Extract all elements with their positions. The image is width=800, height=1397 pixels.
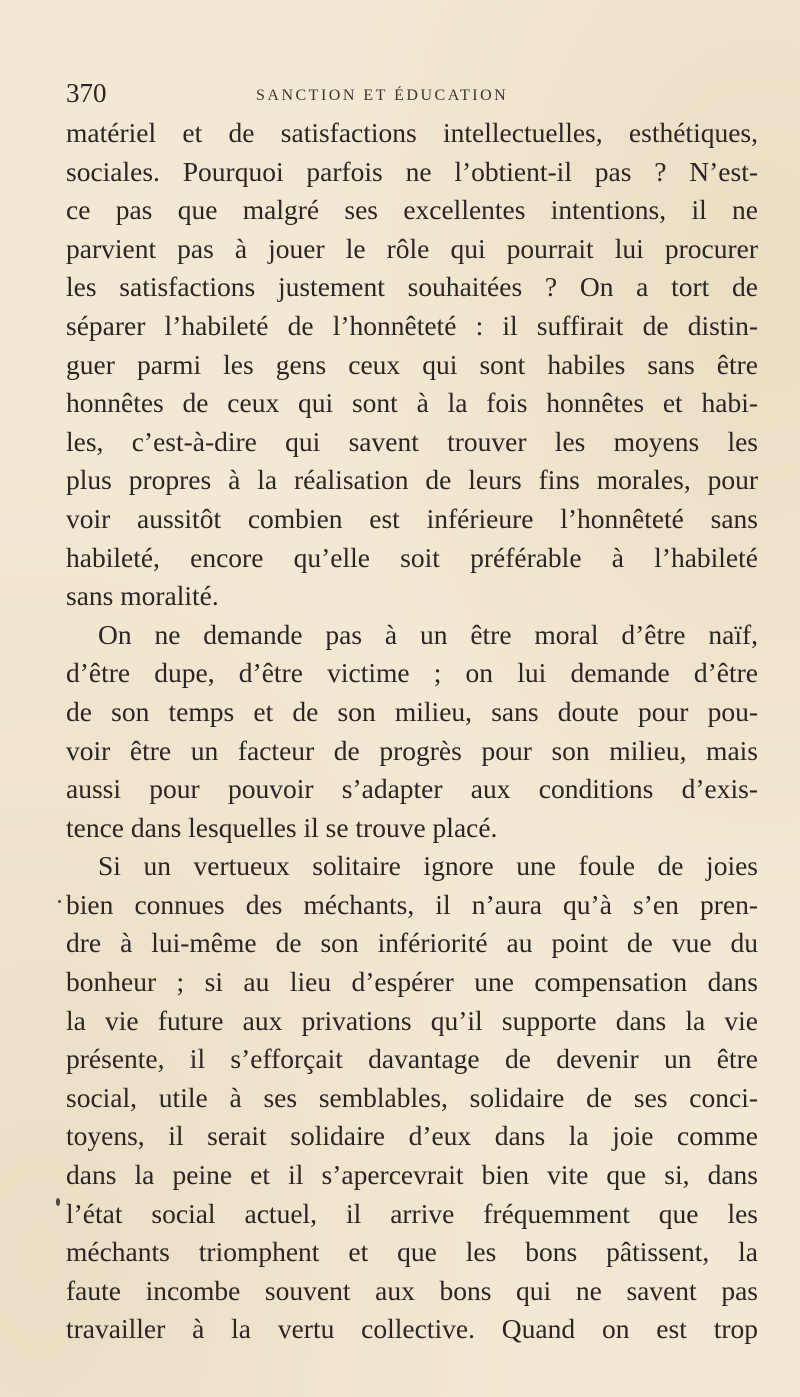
text-line: sociales. Pourquoi parfois ne l’obtient-il pas ? N’est- xyxy=(66,155,758,187)
text-line: voir aussitôt combien est inférieure l’honnêteté sans xyxy=(66,502,758,534)
text-line: matériel et de satisfactions intellectuelles, esthétiques, xyxy=(66,117,758,148)
text-line: l’état social actuel, il arrive fréquemment que les xyxy=(66,1197,758,1229)
text-line: parvient pas à jouer le rôle qui pourrait lui procurer xyxy=(66,232,758,264)
text-line: sans moralité. xyxy=(66,580,219,612)
text-line: méchants triomphent et que les bons pâtissent, la xyxy=(66,1236,758,1268)
text-line: d’être dupe, d’être victime ; on lui demande d’être xyxy=(66,657,758,689)
text-line: guer parmi les gens ceux qui sont habiles sans être xyxy=(66,348,758,380)
text-line: voir être un facteur de progrès pour son milieu, mais xyxy=(66,734,758,766)
text-line: social, utile à ses semblables, solidaire de ses conci- xyxy=(66,1081,758,1113)
text-line: faute incombe souvent aux bons qui ne savent pas xyxy=(66,1274,758,1306)
text-line: tence dans lesquelles il se trouve placé. xyxy=(66,811,498,843)
text-line: toyens, il serait solidaire d’eux dans la joie comme xyxy=(66,1120,758,1152)
text-line: dans la peine et il s’apercevrait bien vite que si, dans xyxy=(66,1159,758,1191)
text-line: dre à lui-même de son infériorité au point de vue du xyxy=(66,927,758,959)
text-line: présente, il s’efforçait davantage de devenir un être xyxy=(66,1043,758,1075)
text-line: la vie future aux privations qu’il supporte dans la vie xyxy=(66,1004,758,1036)
body-text xyxy=(66,114,758,1349)
text-line: honnêtes de ceux qui sont à la fois honnêtes et habi- xyxy=(66,387,758,419)
text-line: bonheur ; si au lieu d’espérer une compensation dans xyxy=(66,966,758,998)
ink-speck xyxy=(58,900,61,903)
text-line: habileté, encore qu’elle soit préférable à l’habileté xyxy=(66,541,758,573)
page-header xyxy=(66,78,756,118)
paragraph-start-line: On ne demande pas à un être moral d’être naïf, xyxy=(98,618,758,650)
text-line: bien connues des méchants, il n’aura qu’à s’en pren- xyxy=(66,888,758,920)
page-number: 370 xyxy=(66,78,107,108)
text-line: les, c’est-à-dire qui savent trouver les moyens les xyxy=(66,425,758,457)
text-line: aussi pour pouvoir s’adapter aux conditions d’exis- xyxy=(66,773,758,805)
paragraph-start-line: Si un vertueux solitaire ignore une foule de joies xyxy=(98,850,758,882)
text-line: de son temps et de son milieu, sans doute pour pou- xyxy=(66,695,758,727)
text-line: plus propres à la réalisation de leurs fins morales, pour xyxy=(66,464,758,496)
ink-speck xyxy=(56,1198,60,1206)
running-title: SANCTION ET ÉDUCATION xyxy=(256,87,509,104)
text-line: les satisfactions justement souhaitées ? On a tort de xyxy=(66,271,758,303)
text-line: séparer l’habileté de l’honnêteté : il suffirait de distin- xyxy=(66,309,758,341)
text-line: ce pas que malgré ses excellentes intentions, il ne xyxy=(66,194,758,226)
text-line: travailler à la vertu collective. Quand on est trop xyxy=(66,1313,758,1345)
